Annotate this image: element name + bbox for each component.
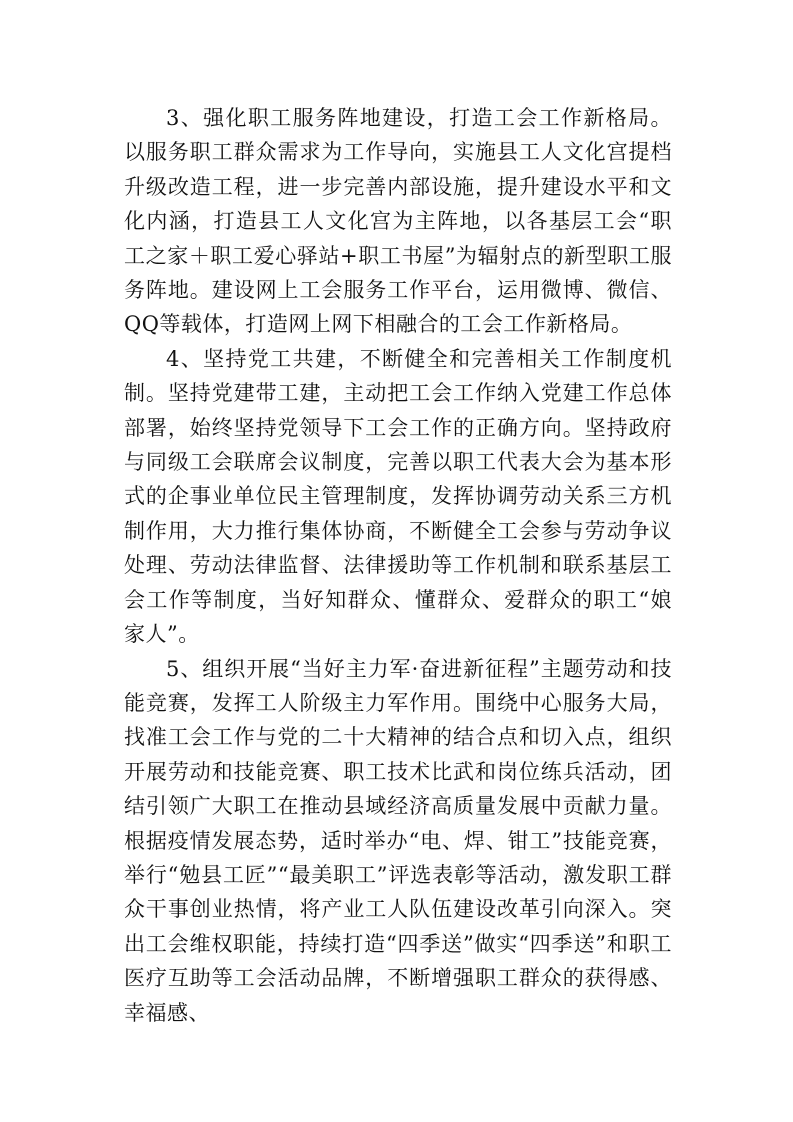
- document-body: [124, 101, 672, 1030]
- paragraph-5: 5、组织开展“当好主力军·奋进新征程”主题劳动和技能竞赛，发挥工人阶级主力军作用。围绕中心服务大局，找准工会工作与党的二十大精神的结合点和切入点，组织开展劳动和技能竞赛、职工技术比武和岗位练兵活动，团结引领广大职工在推动县域经济高质量发展中贡献力量。根据疫情发展态势，适时举办“电、焊、钳工”技能竞赛，举行“勉县工匠”“最美职工”评选表彰等活动，激发职工群众干事创业热情，将产业工人队伍建设改革引向深入。突出工会维权职能，持续打造“四季送”做实“四季送”和职工医疗互助等工会活动品牌，不断增强职工群众的获得感、幸福感、: [124, 656, 672, 1025]
- paragraph-4: 4、坚持党工共建，不断健全和完善相关工作制度机制。坚持党建带工建，主动把工会工作纳入党建工作总体部署，始终坚持党领导下工会工作的正确方向。坚持政府与同级工会联席会议制度，完善以职工代表大会为基本形式的企事业单位民主管理制度，发挥协调劳动关系三方机制作用，大力推行集体协商，不断健全工会参与劳动争议处理、劳动法律监督、法律援助等工作机制和联系基层工会工作等制度，当好知群众、懂群众、爱群众的职工“娘家人”。: [124, 346, 672, 647]
- paragraph-3: 3、强化职工服务阵地建设，打造工会工作新格局。以服务职工群众需求为工作导向，实施县工人文化宫提档升级改造工程，进一步完善内部设施，提升建设水平和文化内涵，打造县工人文化宫为主阵地，以各基层工会“职工之家＋职工爱心驿站+职工书屋”为辐射点的新型职工服务阵地。建设网上工会服务工作平台，运用微博、微信、QQ等载体，打造网上网下相融合的工会工作新格局。: [124, 106, 672, 337]
